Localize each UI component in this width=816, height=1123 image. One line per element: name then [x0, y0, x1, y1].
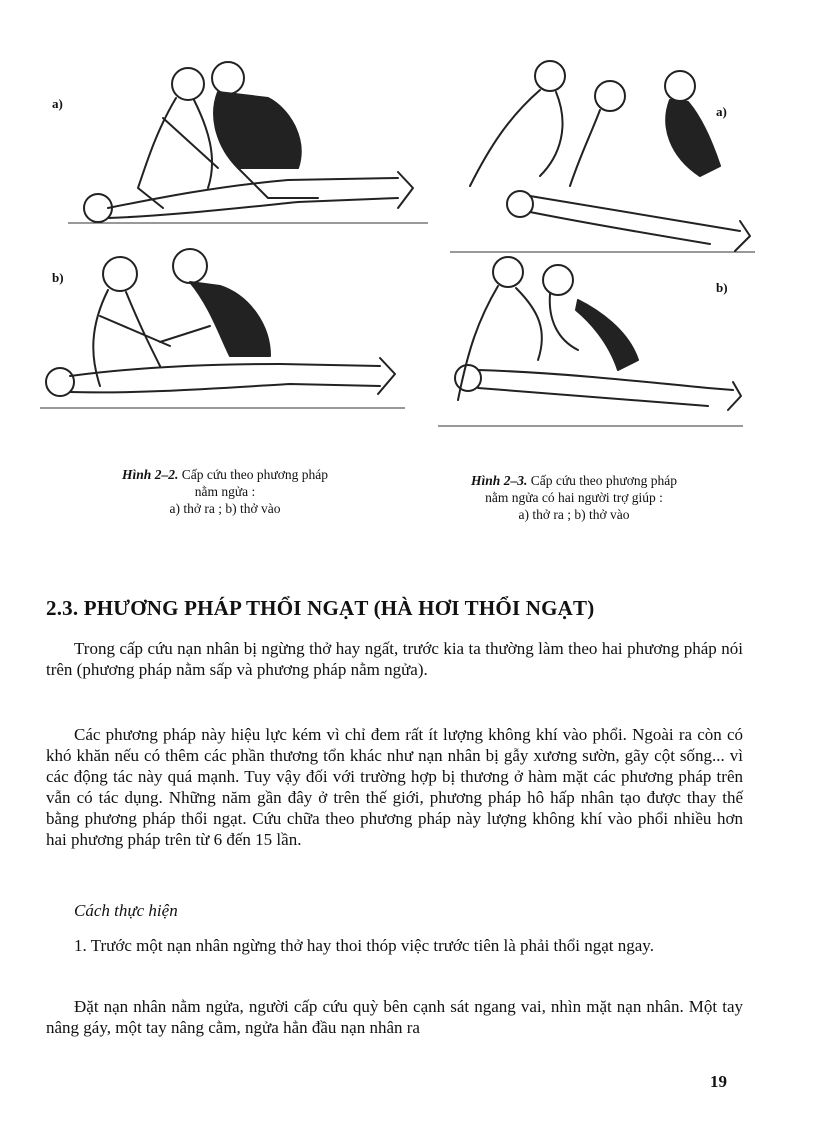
fig23-caption [414, 472, 734, 523]
fig22-caption-number: Hình 2–2. [122, 467, 179, 482]
section-title: 2.3. PHƯƠNG PHÁP THỔI NGẠT (HÀ HƠI THỔI NGẠT) [46, 596, 595, 620]
fig22-caption-line3: a) thở ra ; b) thở vào [169, 501, 281, 516]
fig23-caption-number: Hình 2–3. [471, 473, 528, 488]
fig23b-illustration [438, 250, 743, 432]
fig23-caption-line3: a) thở ra ; b) thở vào [518, 507, 630, 522]
fig22-caption [90, 466, 360, 517]
fig22a-illustration [68, 58, 428, 230]
fig23a-illustration [450, 56, 755, 256]
fig23-caption-line1: Cấp cứu theo phương pháp [530, 473, 677, 488]
paragraph-subheading: Cách thực hiện [74, 901, 178, 920]
fig23b-label: b) [716, 280, 728, 295]
paragraph-4: Đặt nạn nhân nằm ngửa, người cấp cứu quỳ bên cạnh sát ngang vai, nhìn mặt nạn nhân. Một tay nâng gáy, một tay nâng cằm, ngửa hẳn đầu nạn nhân ra [46, 997, 743, 1037]
fig22b-label: b) [52, 270, 64, 285]
fig23-caption-line2: nằm ngửa có hai người trợ giúp : [485, 490, 663, 505]
paragraph-3: 1. Trước một nạn nhân ngừng thở hay thoi thóp việc trước tiên là phải thổi ngạt ngay. [74, 936, 654, 955]
paragraph-2: Các phương pháp này hiệu lực kém vì chỉ đem rất ít lượng không khí vào phổi. Ngoài ra còn có khó khăn nếu có thêm các phần thương tổn khác như nạn nhân bị gẫy xương sườn, gãy cột sống... vì các động tác này quá mạnh. Tuy vậy đối với trường hợp bị thương ở hàm mặt các phương pháp trên vẫn có tác dụng. Những năm gần đây ở trên thế giới, phương pháp hô hấp nhân tạo được thay thế bằng phương pháp thổi ngạt. Cứu chữa theo phương pháp này lượng không khí vào phổi nhiều hơn hai phương pháp trên từ 6 đến 15 lần. [46, 725, 743, 849]
page-number: 19 [710, 1072, 727, 1091]
fig22-caption-line1: Cấp cứu theo phương pháp [181, 467, 328, 482]
fig22a-label: a) [52, 96, 63, 111]
paragraph-1: Trong cấp cứu nạn nhân bị ngừng thở hay ngất, trước kia ta thường làm theo hai phương pháp nói trên (phương pháp nằm sấp và phương pháp nằm ngửa). [46, 639, 743, 679]
fig23a-label: a) [716, 104, 727, 119]
fig22b-illustration [40, 246, 405, 414]
fig22-caption-line2: nằm ngửa : [194, 484, 256, 499]
